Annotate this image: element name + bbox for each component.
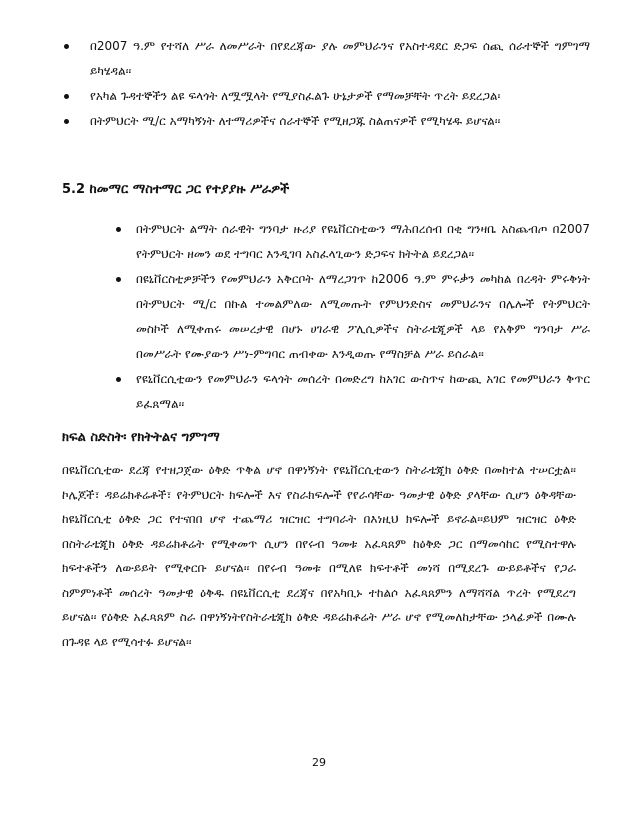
bullet-icon	[64, 119, 69, 124]
bullet-text: የዩኒቨርሲቲውን የመምህራን ፍላጎት መሰረት በመድረግ ከአገር ውስጥና ከውጪ አገር የመምህራን ቅጥር ይፈጸማል፡፡	[136, 372, 590, 411]
bullet-icon	[64, 94, 69, 99]
section-heading: 5.2 ከመማር ማስተማር ጋር የተያያዙ ሥራዎች	[62, 182, 290, 197]
bullet-text: በዩኒቨርስቲዎቻችን የመምህራን አቅርቦት ለማረጋገጥ ከ2006 ዓ.ም ምሩቃን መካከል በረዳት ምሩቅነት በትምህርት ሚ/ር በኩል ተመልምለው ለሚመጡት የምህንድስና መምህራንና በሌሎች የትምህርት መስኮች ለሚቀጠሩ መሠረታዊ በሆኑ ሀገራዊ ፖሊሲዎችና ስትራቴጂዎች ላይ የአቅም ግንባታ ሥራ በመሥራት የሙያውን ሥነ-ምግባር ጠብቀው እንዲወጡ የማስቻል ሥራ ይሰራል፡፡	[136, 272, 590, 361]
body-paragraph: በዩኒቨርሲቲው ደረጃ የተዘጋጀው ዕቅድ ጥቅል ሆኖ በዋነኝነት የዩኒቨርሲቲውን ስትራቴጂክ ዕቅድ በመከተል ተሠርቷል፡፡ ኮሌጆች፣ ዳይሬክቶሬቶች፣ የትምህርት ክፍሎች እና የስራክፍሎች የየራሳቸው ዓመታዊ ዕቅድ ያላቸው ሲሆን ዕቅዳቸው ከዩኒቨርሲቲ ዕቅድ ጋር የተናበበ ሆኖ ተጨማሪ ዝርዝር ተግባራት በእነዚህ ክፍሎች ይኖራል፡፡ይህም ዝርዝር ዕቅድ በስትራቴጂክ ዕቅድ ዳይሬክቶሬት የሚቀመጥ ሲሆን በየሩብ ዓመቱ አፈጻጸም ከዕቅድ ጋር በማመሳከር የሚስተዋሉ ክፍተቶችን ለውይይት የሚቀርቡ ይሆናል፡፡ በየሩብ ዓመቱ በሚለዩ ክፍተቶች መነሻ በሚደረጉ ውይይቶችና የጋራ ስምምነቶች መሰረት ዓመታዊ ዕቅዱ በዩኒቨርሲቲ ደረጃና በየአካቢኑ ተከልሶ አፈጻጸምን ለማሻሻል ጥረት የሚደረግ ይሆናል፡፡ የዕቅድ አፈጻጸም ስራ በዋነኝነትየስትራቴጂክ ዕቅድ ዳይሬክቶሬት ሥራ ሆኖ የሚመለከታቸው ኃላፊዎች በሙሉ በጉዳዩ ላይ የሚሳተፉ ይሆናል፡፡	[62, 463, 576, 649]
bullet-text: በ2007 ዓ.ም የተሻለ ሥራ ለመሥራት በየደረጃው ያሉ መምህራንና የአስተዳደር ድጋፍ ሰጪ ሰራተኞች ግምገማ ይካሄዳል፡፡	[90, 39, 590, 78]
list-item	[60, 109, 590, 134]
bullet-text: በትምህርት ሚ/ር አማካኝነት ለተማሪዎችና ሰራተኞች የሚዘጋጁ ስልጠናዎች የሚካሄዱ ይሆናል፡፡	[90, 114, 501, 128]
list-item	[60, 34, 590, 84]
bullet-icon	[64, 44, 69, 49]
list-item	[114, 367, 590, 417]
part-heading: ክፍል ስድስት፡ የክትትልና ግምገማ	[62, 430, 220, 445]
bullet-icon	[116, 377, 121, 382]
bullet-icon	[116, 227, 121, 232]
list-item	[114, 217, 590, 267]
bullet-icon	[116, 277, 121, 282]
section-bullet-list	[114, 217, 590, 417]
bullet-text: የአካል ጉዳተኞችን ልዩ ፍላጎት ለሟሟላት የሚያስፈልጉ ሁኔታዎች የማመቻቸት ጥረት ይደረጋል፡	[90, 89, 501, 103]
page-number: 29	[312, 756, 326, 769]
bullet-text: በትምህርት ልማት ሰራዊት ግንባታ ዙሪያ የዩኒቨርስቲውን ማሕበረሰብ በቂ ግንዛቤ አስጨብጦ በ2007 የትምህርት ዘመን ወደ ተግባር እንዲገባ አስፈላጊውን ድጋፍና ክትትል ይደረጋል፡፡	[136, 222, 590, 261]
top-bullet-list	[60, 34, 590, 134]
list-item	[114, 267, 590, 367]
list-item	[60, 84, 590, 109]
